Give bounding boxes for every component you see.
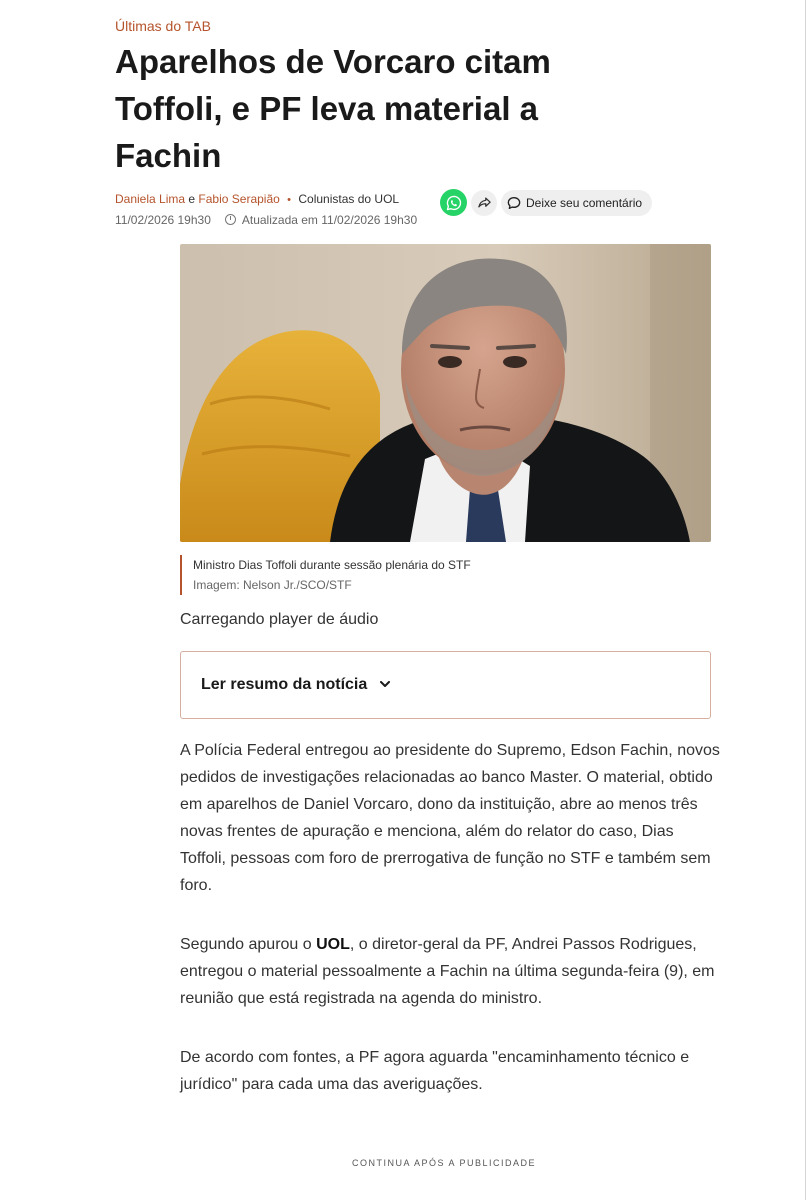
publication-dates [115,213,417,227]
uol-brand-bold: UOL [316,936,350,953]
paragraph-2-lead: Segundo apurou o [180,936,317,953]
clock-icon [225,214,236,225]
summary-label: Ler resumo da notícia [201,676,368,693]
image-credit: Imagem: Nelson Jr./SCO/STF [193,578,352,592]
portrait-photo [180,244,711,542]
updated-date: Atualizada em 11/02/2026 19h30 [241,213,418,227]
paragraph-2-rest: , o diretor-geral da PF, Andrei Passos Rodrigues, entregou o material pessoalmente a Fachin na última segunda-feira (9), em reunião que está registrada na agenda do ministro. [180,936,715,1007]
author-link-2[interactable]: Fabio Serapião [198,192,280,206]
page-edge-divider [805,0,806,1200]
audio-player-loading: Carregando player de áudio [180,611,379,628]
caption-text: Ministro Dias Toffoli durante sessão plenária do STF [193,558,471,572]
summary-label-wrap [201,676,390,694]
comment-bubble-icon [506,195,522,211]
whatsapp-icon [445,194,463,212]
read-summary-toggle[interactable] [180,651,711,719]
comment-button[interactable] [501,190,652,216]
chevron-down-icon [380,681,390,688]
paragraph-3: De acordo com fontes, a PF agora aguarda "encaminhamento técnico e jurídico" para cada uma das averiguações. [180,1049,690,1093]
author-link-1[interactable]: Daniela Lima [115,192,186,206]
paragraph-2 [180,931,720,1012]
byline [115,192,399,206]
article-body [180,737,720,1130]
image-caption [180,555,471,595]
paragraph-1: A Polícia Federal entregou ao presidente do Supremo, Edson Fachin, novos pedidos de investigações relacionadas ao banco Master. O material, obtido em aparelhos de Daniel Vorcaro, dono da instituição, abre ao menos três novas frentes de apuração e menciona, além do relator do caso, Dias Toffoli, pessoas com foro de prerrogativa de função no STF e também sem foro. [180,742,720,894]
article-hero-image [180,244,711,542]
comment-button-label: Deixe seu comentário [526,195,643,210]
article-headline [115,38,585,179]
section-tag-link[interactable]: Últimas do TAB [115,18,211,34]
author-joiner: e [188,192,196,206]
whatsapp-share-button[interactable] [440,189,467,216]
share-arrow-icon [477,195,492,210]
headline-line-2: Toffoli, e PF leva material a [115,90,539,127]
share-button[interactable] [471,190,497,216]
headline-line-1: Aparelhos de Vorcaro citam [115,43,551,80]
byline-dot-separator: • [287,194,292,206]
ad-continue-notice: CONTINUA APÓS A PUBLICIDADE [351,1158,537,1168]
headline-line-3: Fachin [115,137,222,174]
column-name: Colunistas do UOL [298,192,400,206]
published-date: 11/02/2026 19h30 [115,213,211,227]
share-bar [440,189,652,216]
